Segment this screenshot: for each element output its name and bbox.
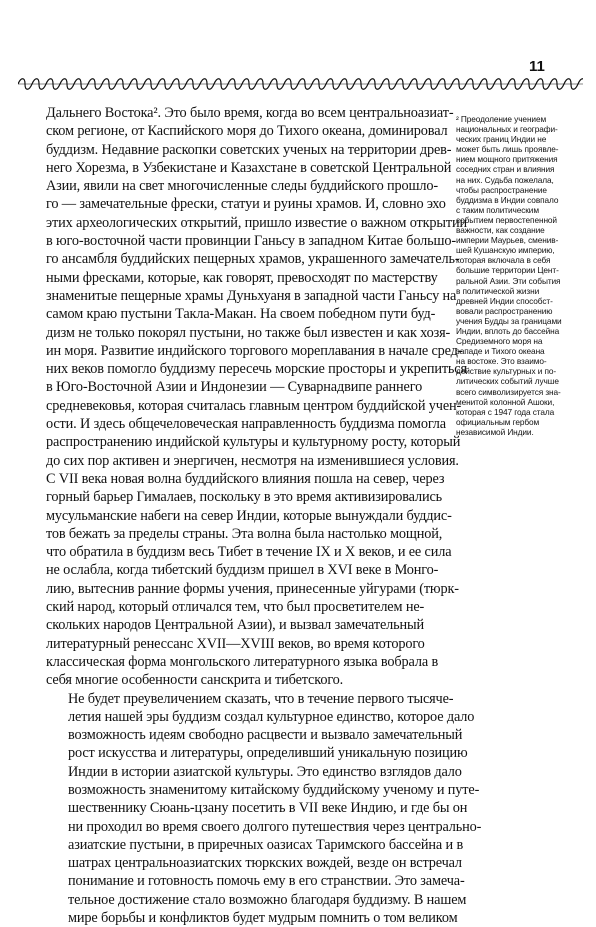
footnote-line: важности, как создание <box>456 225 588 235</box>
text-line: ин моря. Развитие индийского торгового мореплавания в начале сред- <box>46 342 446 360</box>
text-line: в юго-восточной части провинции Ганьсу в западном Китае большо- <box>46 232 446 250</box>
text-line: ости. И здесь общечеловеческая направленность буддизма помогла <box>46 415 446 433</box>
footnote <box>456 114 588 437</box>
text-line: ными фресками, которые, как говорят, превосходят по мастерству <box>46 269 446 287</box>
footnote-line: шей Кушанскую империю, <box>456 245 588 255</box>
footnote-line: на востоке. Это взаимо- <box>456 356 588 366</box>
text-line: дизм не только покорял пустыни, но также был известен и как хозя- <box>46 324 446 342</box>
footnote-line: соседних стран и влияния <box>456 164 588 174</box>
footnote-line: империи Маурьев, сменив- <box>456 235 588 245</box>
footnote-line: которая включала в себя <box>456 255 588 265</box>
text-line: горный барьер Гималаев, поскольку в это время активизировались <box>46 488 446 506</box>
text-line: го ансамбля буддийских пещерных храмов, украшенного замечатель- <box>46 250 446 268</box>
text-line: них веков помогло буддизму пересечь морские просторы и укрепиться <box>46 360 446 378</box>
text-line: го — замечательные фрески, статуи и руины храмов. И, словно эхо <box>46 195 446 213</box>
footnote-line: на них. Судьба пожелала, <box>456 175 588 185</box>
footnote-line: учения Будды за границами <box>456 316 588 326</box>
footnote-line: в политической жизни <box>456 286 588 296</box>
footnote-line: всего символизируется зна- <box>456 387 588 397</box>
text-line: мусульманские набеги на север Индии, которые вынуждали буддис- <box>46 507 446 525</box>
text-line: него Хорезма, в Узбекистане и Казахстане в советской Центральной <box>46 159 446 177</box>
text-line: ский народ, который отличался тем, что был просветителем не- <box>46 598 446 616</box>
paragraph <box>46 690 446 927</box>
text-line: шатрах центральноазиатских тюркских вождей, везде он встречал <box>46 854 446 872</box>
page-number: 11 <box>529 58 545 75</box>
text-line: этих археологических открытий, пришло известие о важном открытии <box>46 214 446 232</box>
text-line: возможность знаменитому китайскому буддийскому ученому и путе- <box>46 781 446 799</box>
text-line: скольких народов Центральной Азии), и вызвал замечательный <box>46 616 446 634</box>
text-line: С VII века новая волна буддийского влияния пошла на север, через <box>46 470 446 488</box>
footnote-line: Индии, вплоть до бассейна <box>456 326 588 336</box>
decorative-border-ornament <box>18 75 583 93</box>
text-line: знаменитые пещерные храмы Дуньхуаня в западной части Ганьсу на <box>46 287 446 305</box>
text-line: летия нашей эры буддизм создал культурное единство, которое дало <box>46 708 446 726</box>
text-line: буддизм. Недавние раскопки советских ученых на территории древ- <box>46 141 446 159</box>
text-line: ни проходил во время своего долгого путешествия через центрально- <box>46 818 446 836</box>
text-line: классическая форма монгольского литературного языка вобрала в <box>46 653 446 671</box>
text-line: Не будет преувеличением сказать, что в течение первого тысяче- <box>46 690 446 708</box>
footnote-line: официальным гербом <box>456 417 588 427</box>
text-line: себя многие особенности санскрита и тибетского. <box>46 671 446 689</box>
footnote-line: независимой Индии. <box>456 427 588 437</box>
text-line: до сих пор активен и энергичен, несмотря на изменившиеся условия. <box>46 452 446 470</box>
footnote-line: буддизма в Индии совпало <box>456 195 588 205</box>
footnote-line: вовали распространению <box>456 306 588 316</box>
text-line: средневековья, которая считалась главным центром буддийской учен- <box>46 397 446 415</box>
footnote-line: ральной Азии. Эти события <box>456 276 588 286</box>
text-line: Индии в истории азиатской культуры. Это единство взглядов дало <box>46 763 446 781</box>
text-line: не ослабла, когда тибетский буддизм пришел в XVI веке в Монго- <box>46 561 446 579</box>
text-line: в Юго-Восточной Азии и Индонезии — Суварнадвипе раннего <box>46 378 446 396</box>
text-line: мире борьбы и конфликтов будет мудрым помнить о том великом <box>46 909 446 927</box>
footnote-line: ² Преодоление учением <box>456 114 588 124</box>
footnote-line: западе и Тихого океана <box>456 346 588 356</box>
main-text-body <box>46 104 446 927</box>
footnote-line: событием первостепенной <box>456 215 588 225</box>
footnote-line: древней Индии способст- <box>456 296 588 306</box>
text-line: понимание и готовность помочь ему в его странствии. Это замеча- <box>46 872 446 890</box>
text-line: что обратила в буддизм весь Тибет в течение IX и X веков, и ее сила <box>46 543 446 561</box>
footnote-line: чтобы распространение <box>456 185 588 195</box>
footnote-line: которая с 1947 года стала <box>456 407 588 417</box>
footnote-line: ческих границ Индии не <box>456 134 588 144</box>
footnote-line: менитой колонной Ашоки, <box>456 397 588 407</box>
footnote-line: может быть лишь проявле- <box>456 144 588 154</box>
footnote-line: литических событий лучше <box>456 376 588 386</box>
footnote-line: действие культурных и по- <box>456 366 588 376</box>
text-line: тов бежать за пределы страны. Эта волна была настолько мощной, <box>46 525 446 543</box>
text-line: лию, вытеснив ранние формы учения, принесенные уйгурами (тюрк- <box>46 580 446 598</box>
text-line: ском регионе, от Каспийского моря до Тихого океана, доминировал <box>46 122 446 140</box>
footnote-line: с таким политическим <box>456 205 588 215</box>
text-line: распространению индийской культуры и культурному росту, который <box>46 433 446 451</box>
text-line: азиатские пустыни, в приречных оазисах Таримского бассейна и в <box>46 836 446 854</box>
text-line: Азии, явили на свет многочисленные следы буддийского прошло- <box>46 177 446 195</box>
text-line: шественнику Сюань-цзану посетить в VII веке Индию, и где бы он <box>46 799 446 817</box>
footnote-line: большие территории Цент- <box>456 265 588 275</box>
text-line: Дальнего Востока². Это было время, когда во всем центральноазиат- <box>46 104 446 122</box>
footnote-line: нием мощного притяжения <box>456 154 588 164</box>
footnote-line: Средиземного моря на <box>456 336 588 346</box>
text-line: литературный ренессанс XVII—XVIII веков, во время которого <box>46 635 446 653</box>
paragraph <box>46 104 446 690</box>
text-line: самом краю пустыни Такла-Макан. На своем победном пути буд- <box>46 305 446 323</box>
text-line: рост искусства и литературы, определивший уникальную позицию <box>46 744 446 762</box>
text-line: возможность идеям свободно расцвести и вызвало замечательный <box>46 726 446 744</box>
text-line: тельное достижение стало возможно благодаря буддизму. В нашем <box>46 891 446 909</box>
footnote-line: национальных и географи- <box>456 124 588 134</box>
